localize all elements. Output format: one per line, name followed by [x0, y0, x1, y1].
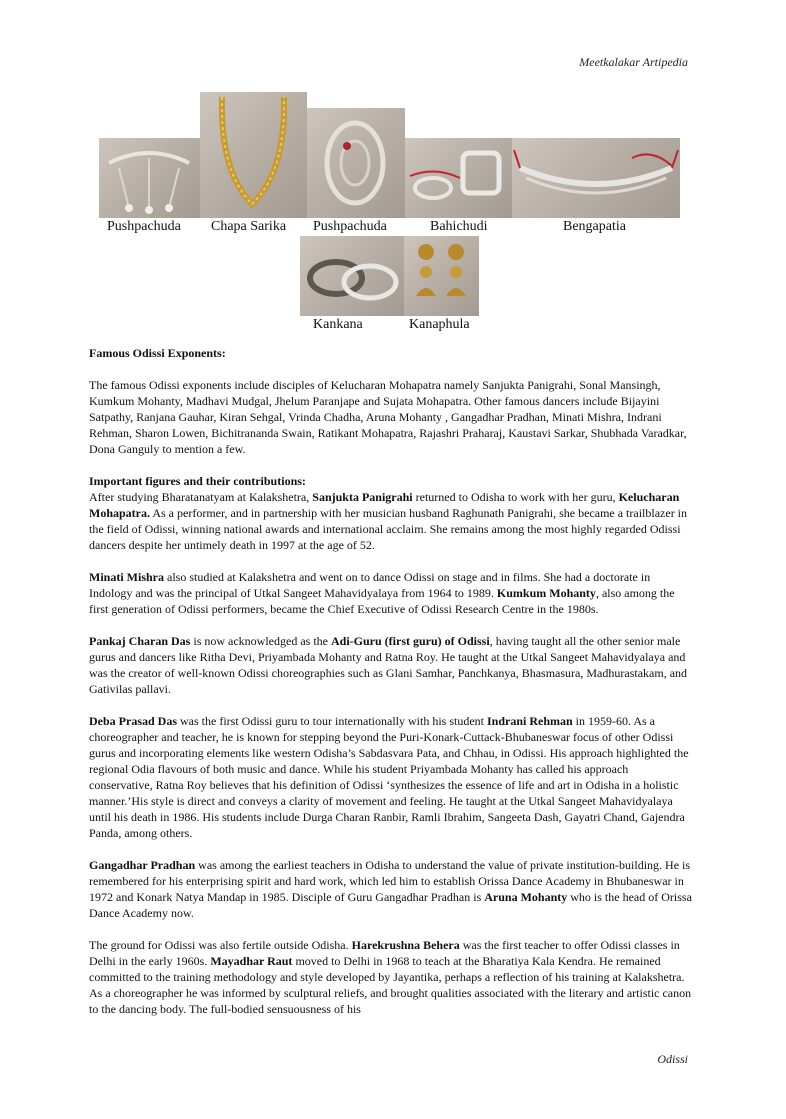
text: in 1959-60. As a choreographer and teacher, he is known for stepping beyond the Puri-Konark-Cuttack-Bhubaneswar focus of other Odissi gurus and incorporating elements like western Odisha’s Sabdasvara Pata, and Chhau, in Odissi. His approach highlighted the regional Odia flavours of both music and dance. While his student Priyambada Mohanty has called his approach conservative, Ratna Roy believes that his definition of Odissi ‘synthesizes the essence of life and art in Odisha in a holistic manner.’His style is direct and conveys a clarity of movement and feeling. He taught at the Utkal Sangeet Mahavidyalaya until his death in 1986. His students include Durga Charan Ranbir, Ramli Ibrahim, Sangeeta Dash, Gayatri Chand, Gajendra Panda, among others.: [89, 714, 689, 840]
text: moved to Delhi in 1968 to teach at the Bharatiya Kala Kendra. He remained committed to the training methodology and style developed by Jayantika, perhaps a reflection of his training at Kalakshetra. As a choreographer he was informed by sculptural reliefs, and brought qualities associated with the literary and artistic canon to the dancing body. The full-bodied sensuousness of his: [89, 954, 692, 1016]
article-body: [89, 345, 693, 1033]
text: , also among the first generation of Odissi performers, became the Chief Executive of Odissi Research Centre in the 1980s.: [89, 586, 675, 616]
paragraph-deba-prasad-das: [89, 713, 693, 841]
caption-kankana: Kankana: [313, 317, 363, 332]
text: was among the earliest teachers in Odisha to understand the value of private institution-building. He is remembered for his enterprising spirit and hard work, which led him to establish Orissa Dance Academy in Bhubaneswar in 1972 and Konark Natya Mandap in 1985. Disciple of Guru Gangadhar Pradhan is: [89, 858, 691, 904]
name-minati-mishra: Minati Mishra: [89, 570, 164, 584]
text: As a performer, and in partnership with her musician husband Raghunath Panigrahi, she became a trailblazer in the field of Odissi, winning national awards and international acclaim. She remains among the most highly regarded Odissi dancers despite her untimely death in 1997 at the age of 52.: [89, 506, 688, 552]
text: also studied at Kalakshetra and went on to dance Odissi on stage and in films. She had a doctorate in Indology and was the principal of Utkal Sangeet Mahavidyalaya from 1964 to 1989.: [89, 570, 651, 600]
caption-kanaphula: Kanaphula: [409, 317, 470, 332]
kanaphula-image: [404, 236, 479, 316]
name-harekrushna-behera: Harekrushna Behera: [351, 938, 460, 952]
caption-pushpachuda-1: Pushpachuda: [107, 219, 181, 234]
name-sanjukta-panigrahi: Sanjukta Panigrahi: [312, 490, 413, 504]
bahichudi-image: [405, 138, 512, 218]
chapa-sarika-image: [200, 92, 307, 218]
name-aruna-mohanty: Aruna Mohanty: [484, 890, 568, 904]
name-indrani-rehman: Indrani Rehman: [486, 714, 573, 728]
intro-paragraph: The famous Odissi exponents include disciples of Kelucharan Mohapatra namely Sanjukta Panigrahi, Sonal Mansingh, Kumkum Mohanty, Madhavi Mudgal, Jhelum Paranjape and Sujata Mohapatra. Other famous dancers include Bijayini Satpathy, Ranjana Gauhar, Kiran Sehgal, Vrinda Chadha, Aruna Mohanty , Gangadhar Pradhan, Minati Mishra, Indrani Rehman, Sharon Lowen, Bichitrananda Swain, Ratikant Mohapatra, Rajashri Praharaj, Kaustavi Sarkar, Shubhada Varadkar, Dona Ganguly to mention a few.: [89, 378, 687, 456]
text: is now acknowledged as the: [190, 634, 331, 648]
kankana-image: [300, 236, 404, 316]
running-footer: Odissi: [657, 1052, 688, 1066]
adi-guru-title: Adi-Guru (first guru) of Odissi: [331, 634, 490, 648]
caption-bengapatia: Bengapatia: [563, 219, 626, 234]
running-header: Meetkalakar Artipedia: [579, 55, 688, 69]
paragraph-gangadhar-pradhan: [89, 857, 693, 921]
text: was the first Odissi guru to tour internationally with his student: [177, 714, 487, 728]
name-kelucharan-mohapatra: Kelucharan Mohapatra.: [89, 490, 680, 520]
paragraph-pankaj-charan-das: [89, 633, 693, 697]
text: , having taught all the other senior male gurus and dancers like Ritha Devi, Priyambada Mohanty and Ratna Roy. He taught at the Utkal Sangeet Mahavidyalaya and was the creator of well-known Odissi choreographies such as Glani Samhar, Panchkanya, Bhasmasura, Madhurastakam, and Gativilas pallavi.: [89, 634, 688, 696]
pushpachuda-image-1: [99, 138, 200, 218]
text: The ground for Odissi was also fertile outside Odisha.: [89, 938, 352, 952]
name-gangadhar-pradhan: Gangadhar Pradhan: [89, 858, 196, 872]
paragraph-outside-odisha: [89, 937, 693, 1017]
text: was the first teacher to offer Odissi classes in Delhi in the early 1960s.: [89, 938, 680, 968]
name-mayadhar-raut: Mayadhar Raut: [210, 954, 293, 968]
caption-pushpachuda-2: Pushpachuda: [313, 219, 387, 234]
paragraph-sanjukta: [89, 473, 693, 553]
name-kumkum-mohanty: Kumkum Mohanty: [496, 586, 596, 600]
name-pankaj-charan-das: Pankaj Charan Das: [89, 634, 191, 648]
paragraph-minati-mishra: [89, 569, 693, 617]
caption-chapa-sarika: Chapa Sarika: [211, 219, 287, 234]
caption-bahichudi: Bahichudi: [430, 219, 488, 234]
bengapatia-image: [512, 138, 680, 218]
text: returned to Odisha to work with her guru,: [412, 490, 619, 504]
name-deba-prasad-das: Deba Prasad Das: [89, 714, 178, 728]
section-heading: Famous Odissi Exponents:: [89, 346, 226, 360]
subheading: Important figures and their contributions:: [89, 474, 306, 488]
pushpachuda-image-2: [307, 108, 405, 218]
text: After studying Bharatanatyam at Kalakshetra,: [89, 490, 313, 504]
text: who is the head of Orissa Dance Academy now.: [89, 890, 692, 920]
